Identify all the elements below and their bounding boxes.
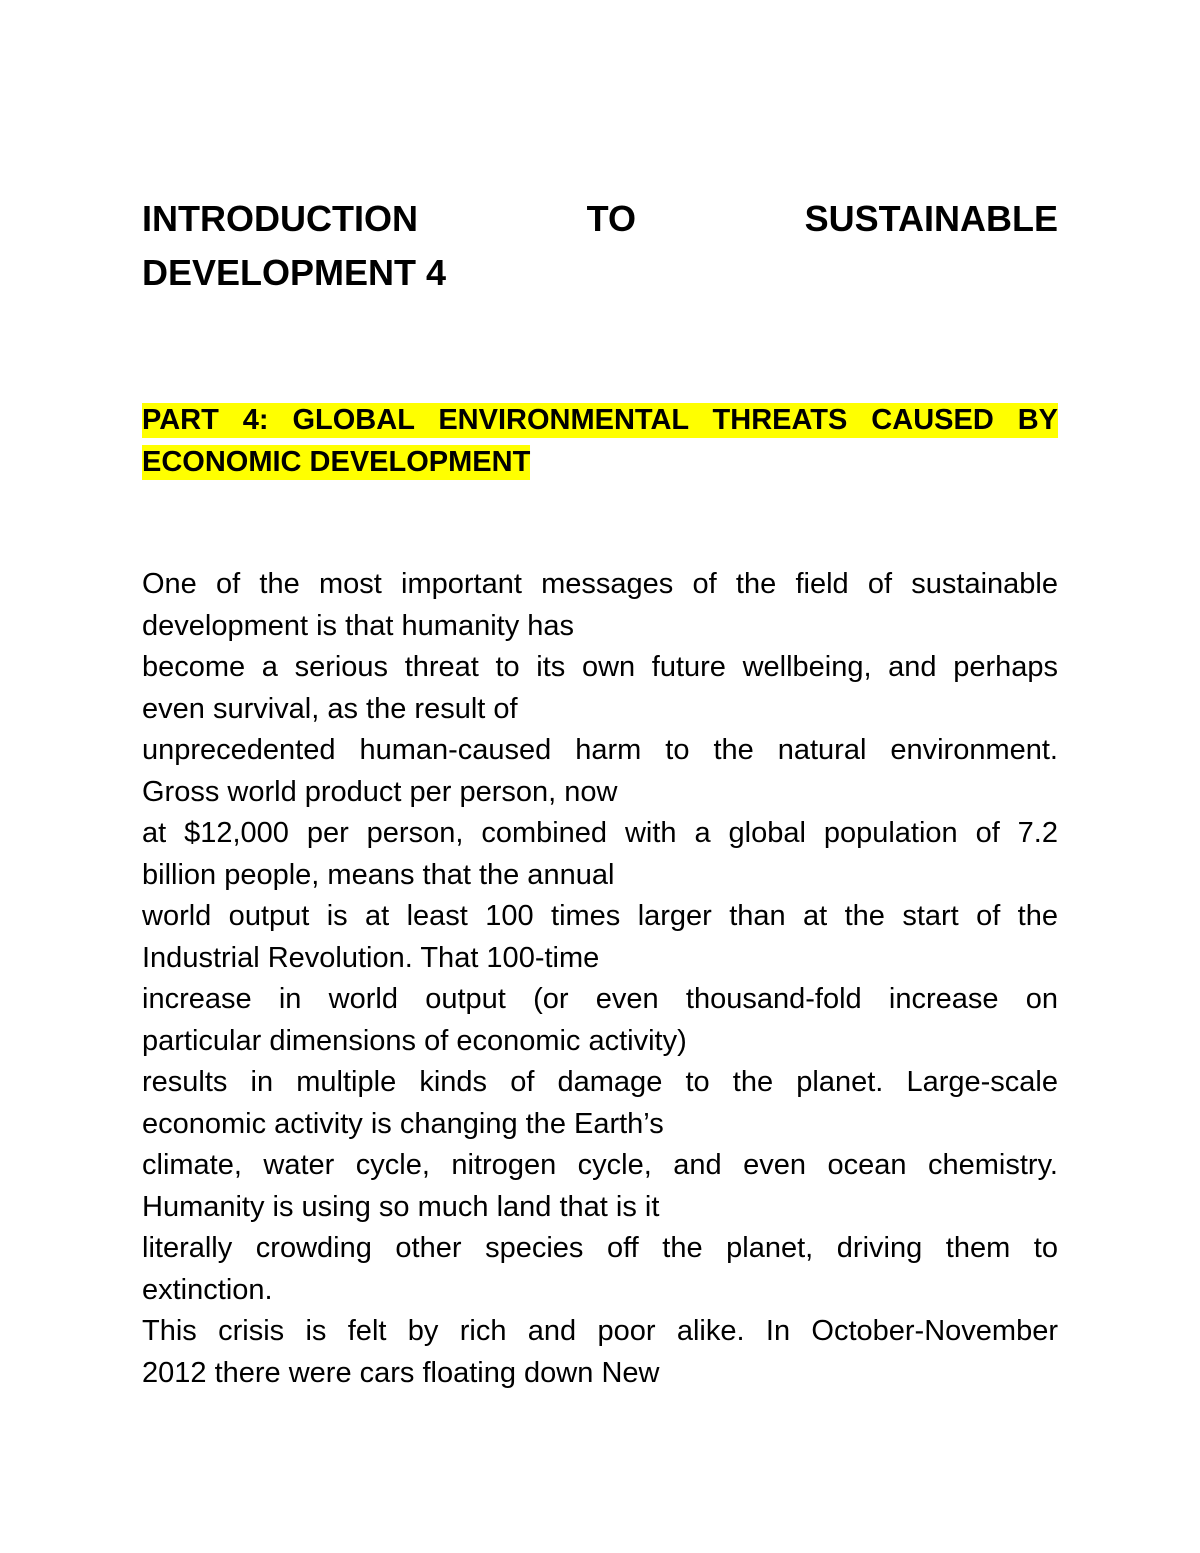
body-line: One of the most important messages of the field of sustainable <box>142 568 1058 600</box>
body-line: Industrial Revolution. That 100-time <box>142 941 600 974</box>
body-line: particular dimensions of economic activity) <box>142 1024 687 1057</box>
body-line: extinction. <box>142 1273 273 1306</box>
body-line: billion people, means that the annual <box>142 858 615 891</box>
body-line: even survival, as the result of <box>142 692 518 725</box>
body-line: at $12,000 per person, combined with a global population of 7.2 <box>142 817 1058 849</box>
body-line: become a serious threat to its own future wellbeing, and perhaps <box>142 651 1058 683</box>
body-line: development is that humanity has <box>142 609 575 642</box>
body-line: This crisis is felt by rich and poor alike. In October-November <box>142 1315 1058 1347</box>
body-text <box>142 564 1058 1394</box>
body-line: climate, water cycle, nitrogen cycle, and even ocean chemistry. <box>142 1149 1058 1181</box>
body-line: economic activity is changing the Earth’s <box>142 1107 664 1140</box>
body-line: unprecedented human-caused harm to the natural environment. <box>142 734 1058 766</box>
body-paragraph <box>142 564 1058 1394</box>
body-line: world output is at least 100 times larger than at the start of the <box>142 900 1058 932</box>
body-line: Gross world product per person, now <box>142 775 618 808</box>
part-heading-line-2 <box>142 441 1058 483</box>
part-heading-highlight-1: PART 4: GLOBAL ENVIRONMENTAL THREATS CAUSED BY <box>142 404 1058 436</box>
document-title-line-2: DEVELOPMENT 4 <box>142 252 447 293</box>
document-title-line-1: INTRODUCTION TO SUSTAINABLE <box>142 198 1058 239</box>
body-line: literally crowding other species off the planet, driving them to <box>142 1232 1058 1264</box>
body-line: Humanity is using so much land that is it <box>142 1190 660 1223</box>
body-line: increase in world output (or even thousand-fold increase on <box>142 983 1058 1015</box>
body-line: results in multiple kinds of damage to the planet. Large-scale <box>142 1066 1058 1098</box>
part-heading-highlight-2: ECONOMIC DEVELOPMENT <box>142 446 531 478</box>
body-line: 2012 there were cars floating down New <box>142 1356 660 1389</box>
part-heading <box>142 399 1058 483</box>
part-heading-line-1 <box>142 399 1058 441</box>
document-title <box>142 192 1058 300</box>
